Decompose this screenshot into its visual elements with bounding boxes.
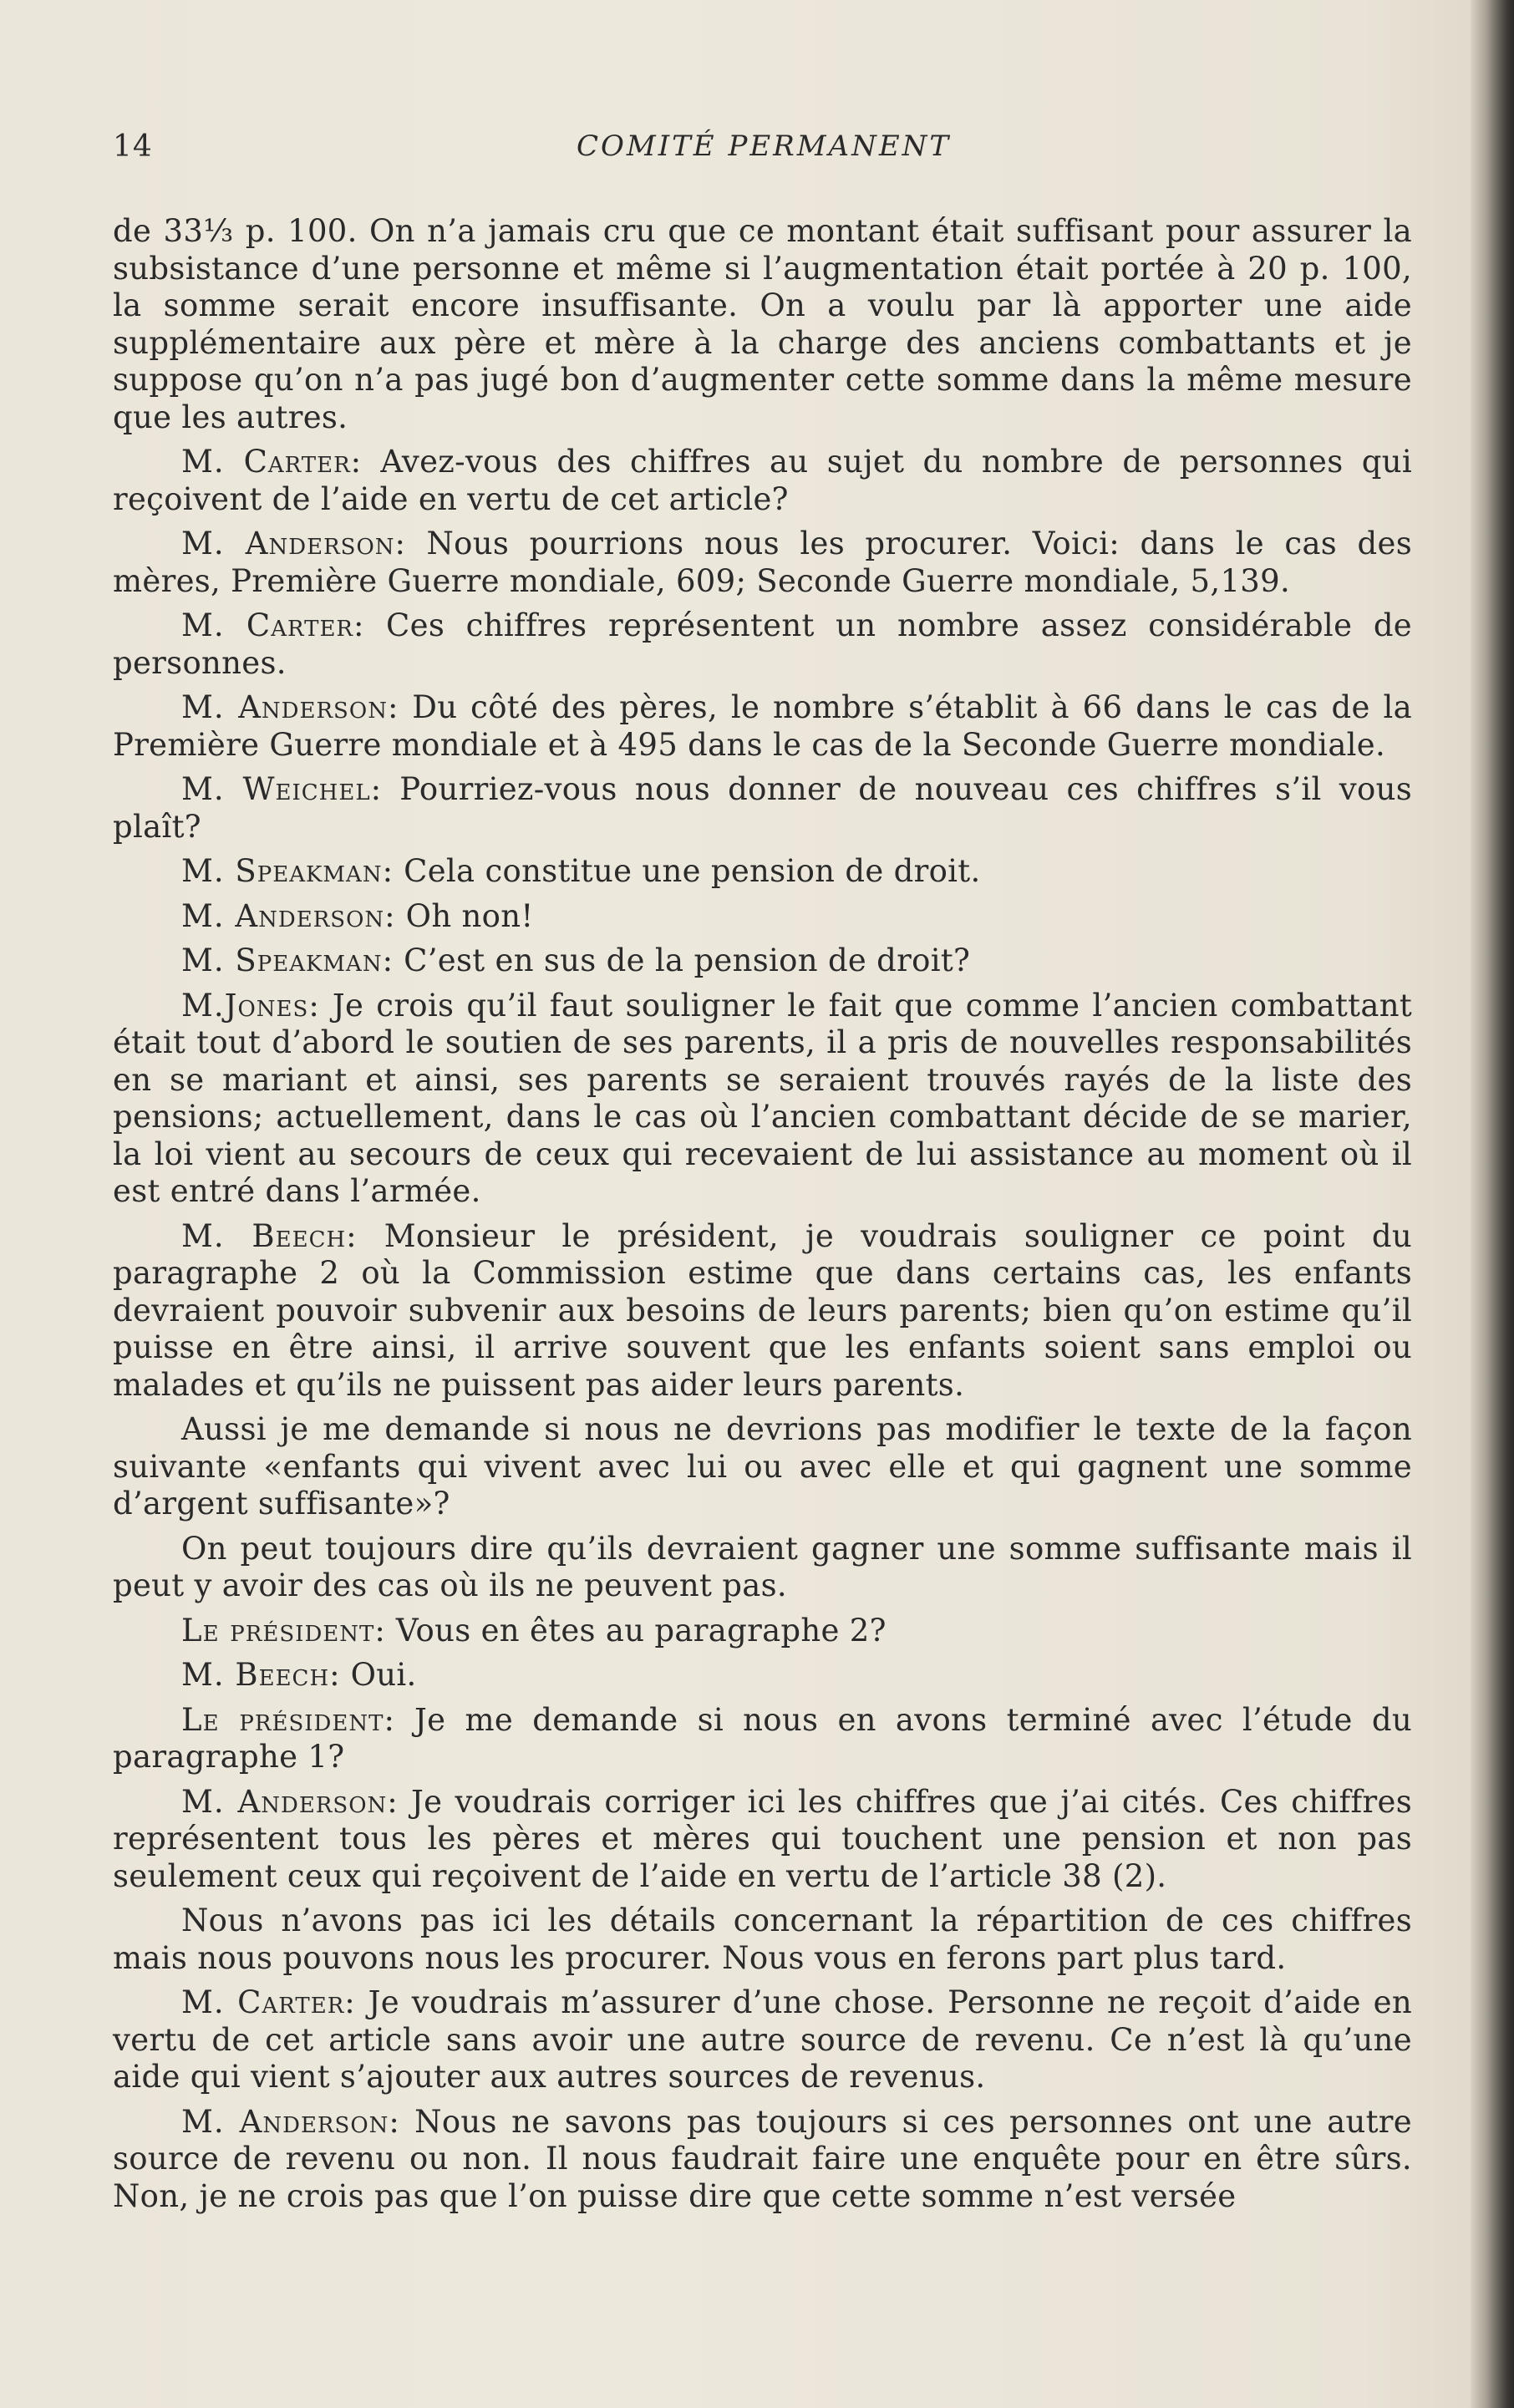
- paragraph-text: Pourriez-vous nous donner de nouveau ces chiffres s’il vous plaît?: [113, 771, 1412, 845]
- speaker-name: M. Anderson:: [181, 1783, 399, 1820]
- paragraph: [113, 898, 1412, 936]
- running-head: COMITÉ PERMANENT: [577, 130, 952, 163]
- speaker-name: M. Anderson:: [181, 897, 396, 934]
- book-binding-edge: [1471, 0, 1514, 2408]
- speaker-name: M. Anderson:: [181, 689, 399, 725]
- speaker-name: M. Anderson:: [181, 2103, 400, 2140]
- paragraph: [113, 1984, 1412, 2096]
- paragraph-text: Je voudrais m’assurer d’une chose. Personne ne reçoit d’aide en vertu de cet article sans avoir une autre source de revenu. Ce n’est là qu’une aide qui vient s’ajouter aux autres sources de revenus.: [113, 1984, 1412, 2095]
- speaker-name: M. Weichel:: [181, 771, 383, 807]
- paragraph-text: Cela constitue une pension de droit.: [394, 853, 981, 889]
- paragraph-text: C’est en sus de la pension de droit?: [394, 942, 971, 978]
- paragraph: [113, 1903, 1412, 1977]
- paragraph: [113, 1657, 1412, 1694]
- paragraph-text: Oui.: [340, 1657, 417, 1693]
- paragraph-text: Avez-vous des chiffres au sujet du nombre de personnes qui reçoivent de l’aide en vertu de cet article?: [113, 444, 1412, 517]
- paragraph: [113, 942, 1412, 980]
- paragraph: [113, 1411, 1412, 1523]
- paragraph-text: Je voudrais corriger ici les chiffres que j’ai cités. Ces chiffres représentent tous les pères et mères qui touchent une pension et non pas seulement ceux qui reçoivent de l’aide en vertu de l’article 38 (2).: [113, 1783, 1412, 1894]
- speaker-name: M. Beech:: [181, 1217, 358, 1254]
- paragraph: [113, 526, 1412, 600]
- paragraph: [113, 607, 1412, 682]
- paragraph: [113, 1702, 1412, 1776]
- paragraph: [113, 444, 1412, 518]
- paragraph: [113, 988, 1412, 1211]
- speaker-name: M.Jones:: [181, 987, 320, 1024]
- paragraph-text: de 33⅓ p. 100. On n’a jamais cru que ce montant était suffisant pour assurer la subsistance d’une personne et même si l’augmentation était portée à 20 p. 100, la somme serait encore insuffisante. On a voulu par là apporter une aide supplémentaire aux père et mère à la charge des anciens combattants et je suppose qu’on n’a pas jugé bon d’augmenter cette somme dans la même mesure que les autres.: [113, 213, 1412, 435]
- paragraph: [113, 853, 1412, 891]
- paragraph-text: Du côté des pères, le nombre s’établit à 66 dans le cas de la Première Guerre mondiale et à 495 dans le cas de la Seconde Guerre mondiale.: [113, 689, 1412, 763]
- paragraph: [113, 1613, 1412, 1650]
- paragraph-text: Nous n’avons pas ici les détails concernant la répartition de ces chiffres mais nous pouvons nous les procurer. Nous vous en ferons part plus tard.: [113, 1903, 1412, 1976]
- page-number: 14: [113, 130, 153, 164]
- paragraph-text: Nous pourrions nous les procurer. Voici: dans le cas des mères, Première Guerre mondiale, 609; Seconde Guerre mondiale, 5,139.: [113, 526, 1412, 599]
- paragraph-text: Monsieur le président, je voudrais souligner ce point du paragraphe 2 où la Commission estime que dans certains cas, les enfants devraient pouvoir subvenir aux besoins de leurs parents; bien qu’on estime qu’il puisse en être ainsi, il arrive souvent que les enfants soient sans emploi ou malades et qu’ils ne puissent pas aider leurs parents.: [113, 1217, 1413, 1403]
- speaker-name: M. Anderson:: [181, 526, 407, 561]
- paragraph: [113, 1784, 1412, 1896]
- paragraph: [113, 771, 1412, 846]
- paragraph: [113, 1531, 1412, 1605]
- paragraph: [113, 689, 1412, 764]
- paragraph: [113, 1218, 1412, 1405]
- paragraph-text: Je me demande si nous en avons terminé avec l’étude du paragraphe 1?: [113, 1701, 1412, 1775]
- speaker-name: M. Carter:: [181, 607, 365, 643]
- paragraph-text: On peut toujours dire qu’ils devraient gagner une somme suffisante mais il peut y avoir des cas où ils ne peuvent pas.: [113, 1530, 1412, 1603]
- paragraph-text: Ces chiffres représentent un nombre assez considérable de personnes.: [113, 607, 1413, 681]
- paragraph: [113, 2104, 1412, 2216]
- paragraph-text: Oh non!: [395, 897, 534, 934]
- paragraph-text: Aussi je me demande si nous ne devrions pas modifier le texte de la façon suivante «enfants qui vivent avec lui ou avec elle et qui gagnent une somme d’argent suffisante»?: [113, 1411, 1412, 1522]
- speaker-name: M. Carter:: [181, 444, 363, 480]
- speaker-name: Le président:: [181, 1612, 386, 1649]
- page-header: [113, 130, 1412, 171]
- paragraph: [113, 213, 1412, 436]
- speaker-name: M. Beech:: [181, 1657, 341, 1693]
- paragraph-text: Nous ne savons pas toujours si ces personnes ont une autre source de revenu ou non. Il nous faudrait faire une enquête pour en être sûrs. Non, je ne crois pas que l’on puisse dire que cette somme n’est versée: [113, 2103, 1412, 2214]
- transcript-body: [113, 213, 1412, 2223]
- speaker-name: M. Speakman:: [181, 853, 394, 889]
- speaker-name: M. Carter:: [181, 1984, 356, 2020]
- speaker-name: Le président:: [181, 1701, 395, 1738]
- paragraph-text: Je crois qu’il faut souligner le fait que comme l’ancien combattant était tout d’abord le soutien de ses parents, il a pris de nouvelles responsabilités en se mariant et ainsi, ses parents se seraient trouvés rayés de la liste des pensions; actuellement, dans le cas où l’ancien combattant décide de se marier, la loi vient au secours de ceux qui recevaient de lui assistance au moment où il est entré dans l’armée.: [113, 987, 1412, 1209]
- paragraph-text: Vous en êtes au paragraphe 2?: [385, 1612, 887, 1649]
- speaker-name: M. Speakman:: [181, 942, 394, 978]
